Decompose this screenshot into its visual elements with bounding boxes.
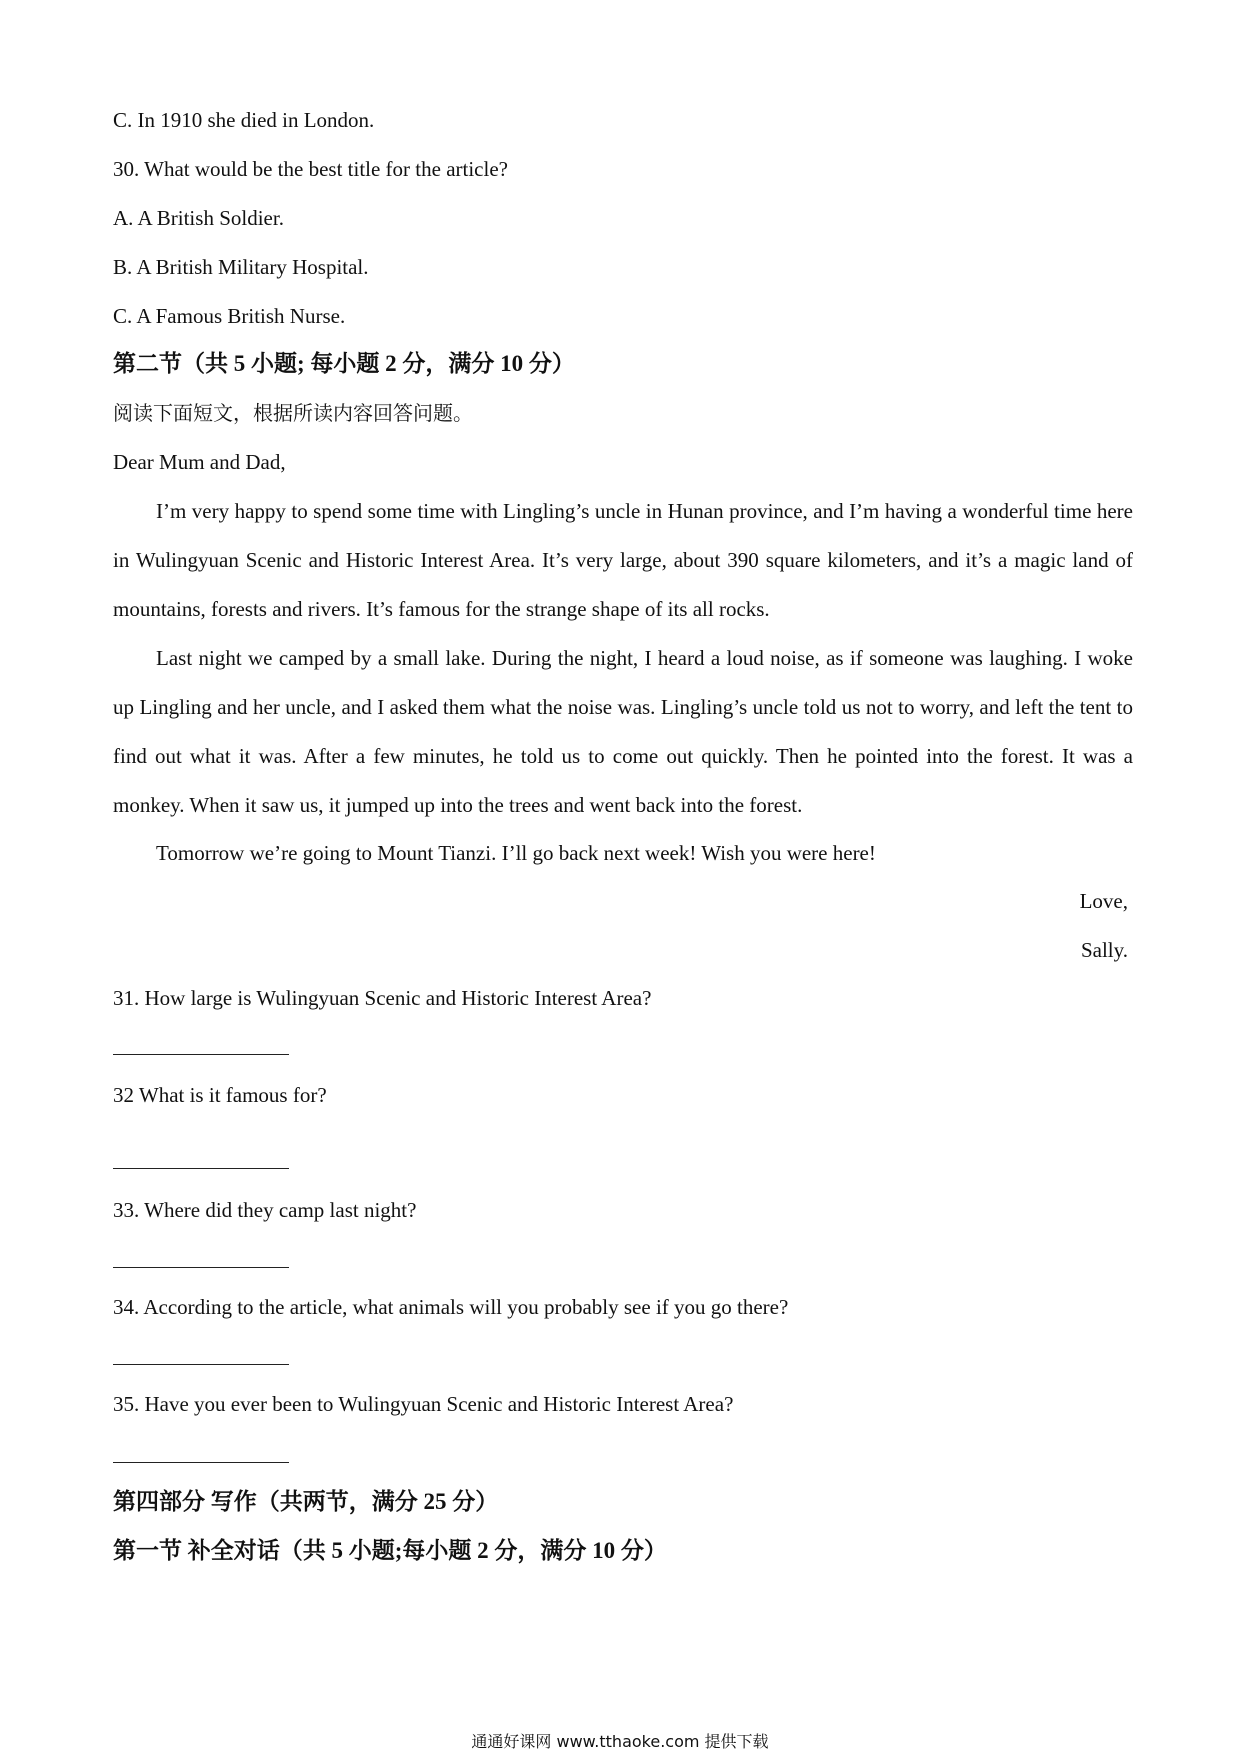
page-footer: 通通好课网 www.tthaoke.com 提供下载 (471, 1732, 769, 1751)
section2-heading: 第二节（共 5 小题; 每小题 2 分，满分 10 分） (113, 351, 575, 376)
answer-blank-31[interactable] (113, 1054, 289, 1055)
q30-option-b: B. A British Military Hospital. (113, 255, 369, 279)
letter-paragraph-1: I’m very happy to spend some time with Lingling’s uncle in Hunan province, and I’m having a wonderful time here in Wulingyuan Scenic and Historic Interest Area. It’s very large, about 390 square kilometers, and it’s a magic land of mountains, forests and rivers. It’s famous for the strange shape of its all rocks. (113, 499, 1133, 621)
q30-option-c: C. A Famous British Nurse. (113, 304, 346, 328)
letter-closing: Love, (1079, 889, 1128, 913)
q29-option-c: C. In 1910 she died in London. (113, 108, 375, 132)
letter-paragraph-3: Tomorrow we’re going to Mount Tianzi. I’ll go back next week! Wish you were here! (156, 841, 876, 865)
q30-question: 30. What would be the best title for the article? (113, 157, 508, 181)
question-33: 33. Where did they camp last night? (113, 1198, 417, 1222)
answer-blank-33[interactable] (113, 1267, 289, 1268)
question-32: 32 What is it famous for? (113, 1083, 327, 1107)
answer-blank-34[interactable] (113, 1364, 289, 1365)
answer-blank-32[interactable] (113, 1168, 289, 1169)
q30-option-a: A. A British Soldier. (113, 206, 284, 230)
part4-section1-heading: 第一节 补全对话（共 5 小题;每小题 2 分，满分 10 分） (113, 1538, 667, 1563)
question-34: 34. According to the article, what animals will you probably see if you go there? (113, 1295, 789, 1319)
section2-instruction: 阅读下面短文，根据所读内容回答问题。 (113, 401, 473, 425)
letter-greeting: Dear Mum and Dad, (113, 450, 286, 474)
part4-heading: 第四部分 写作（共两节，满分 25 分） (113, 1489, 499, 1514)
answer-blank-35[interactable] (113, 1462, 289, 1463)
question-31: 31. How large is Wulingyuan Scenic and Historic Interest Area? (113, 986, 652, 1010)
letter-signature: Sally. (1080, 938, 1128, 962)
question-35: 35. Have you ever been to Wulingyuan Scenic and Historic Interest Area? (113, 1392, 734, 1416)
letter-paragraph-2: Last night we camped by a small lake. During the night, I heard a loud noise, as if someone was laughing. I woke up Lingling and her uncle, and I asked them what the noise was. Lingling’s uncle told us not to worry, and left the tent to find out what it was. After a few minutes, he told us to come out quickly. Then he pointed into the forest. It was a monkey. When it saw us, it jumped up into the trees and went back into the forest. (113, 646, 1133, 817)
